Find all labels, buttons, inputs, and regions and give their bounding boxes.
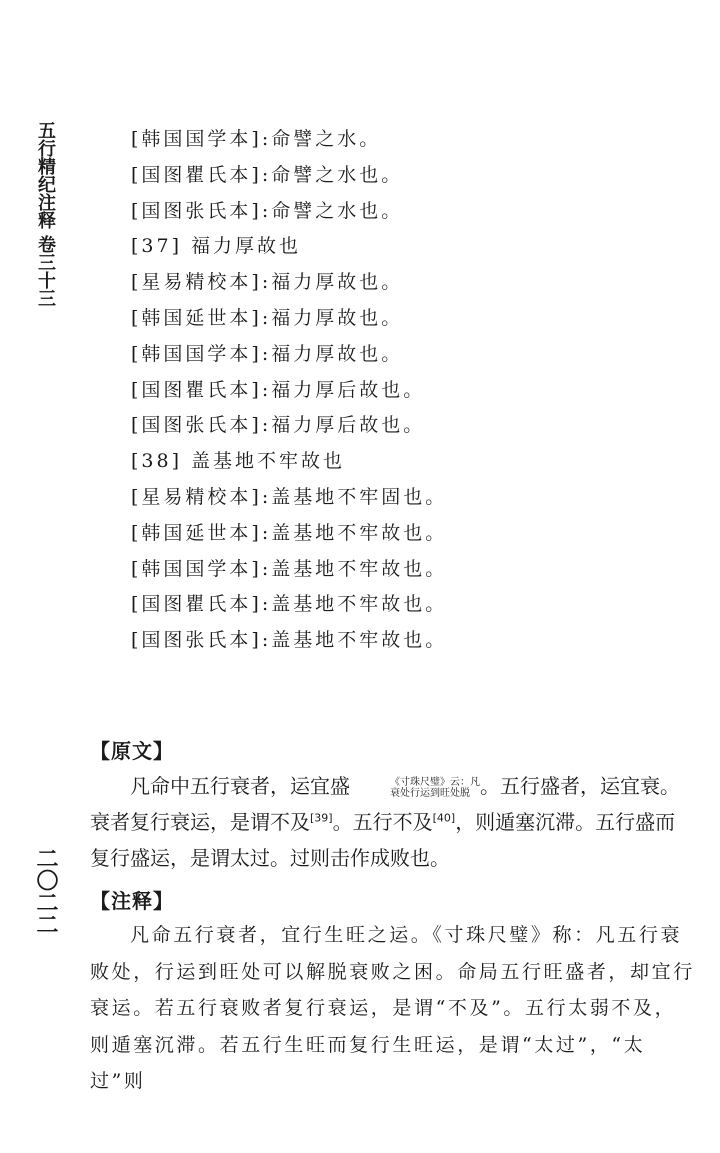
variant-line: [韩国延世本]:福力厚故也。 [131, 306, 404, 329]
variant-line: [韩国国学本]:命譬之水。 [131, 128, 382, 150]
variant-list [131, 127, 671, 664]
variant-line: [国图瞿氏本]:盖基地不牢故也。 [131, 593, 448, 616]
explanation-heading: 【注释】 [90, 889, 174, 913]
variant-line: [国图瞿氏本]:福力厚后故也。 [131, 378, 426, 401]
inline-note-line1: 《寸珠尺璧》云：凡 [390, 776, 480, 788]
variant-note-heading: [37] 福力厚故也 [131, 235, 302, 258]
footnote-39: [39] [310, 811, 333, 825]
original-part4: ，则遁塞沉滞。五行盛而复行盛运，是谓太过。过则击作成败也。 [90, 810, 676, 870]
original-heading: 【原文】 [90, 739, 174, 763]
footnote-40: [40] [432, 811, 456, 825]
variant-line: [国图张氏本]:盖基地不牢故也。 [131, 629, 448, 652]
original-paragraph [90, 768, 695, 876]
variant-note-heading: [38] 盖基地不牢故也 [131, 450, 346, 473]
book-side-title: 五行精纪注释 卷三十三 [35, 121, 56, 308]
original-part3: 。五行不及 [332, 810, 433, 834]
inline-note-line2: 衰处行运到旺处脱 [390, 787, 470, 799]
variant-line: [国图张氏本]:命譬之水也。 [131, 199, 404, 222]
page-number: 二〇二二 [33, 847, 59, 935]
variant-line: [韩国国学本]:福力厚故也。 [131, 342, 404, 365]
variant-line: [韩国延世本]:盖基地不牢故也。 [131, 521, 448, 544]
explanation-paragraph: 凡命五行衰者，宜行生旺之运。《寸珠尺璧》称：凡五行衰败处，行运到旺处可以解脱衰败之困。命局五行旺盛者，却宜行衰运。若五行衰败者复行衰运，是谓“不及”。五行太弱不及，则遁塞沉滞。若五行生旺而复行生旺运，是谓“太过”，“太过”则 [90, 924, 695, 1092]
inline-note [350, 777, 480, 799]
variant-line: [星易精校本]:盖基地不牢固也。 [131, 485, 448, 508]
variant-line: [国图瞿氏本]:命譬之水也。 [131, 163, 404, 186]
original-text [90, 768, 695, 876]
original-part1: 凡命中五行衰者，运宜盛 [130, 774, 350, 798]
explanation-text [90, 917, 695, 1100]
variant-line: [国图张氏本]:福力厚后故也。 [131, 414, 426, 437]
variant-line: [星易精校本]:福力厚故也。 [131, 271, 404, 294]
original-part2: 。五行盛者，运宜衰。衰者复行衰运，是谓不及 [90, 774, 680, 834]
variant-line: [韩国国学本]:盖基地不牢故也。 [131, 557, 448, 580]
